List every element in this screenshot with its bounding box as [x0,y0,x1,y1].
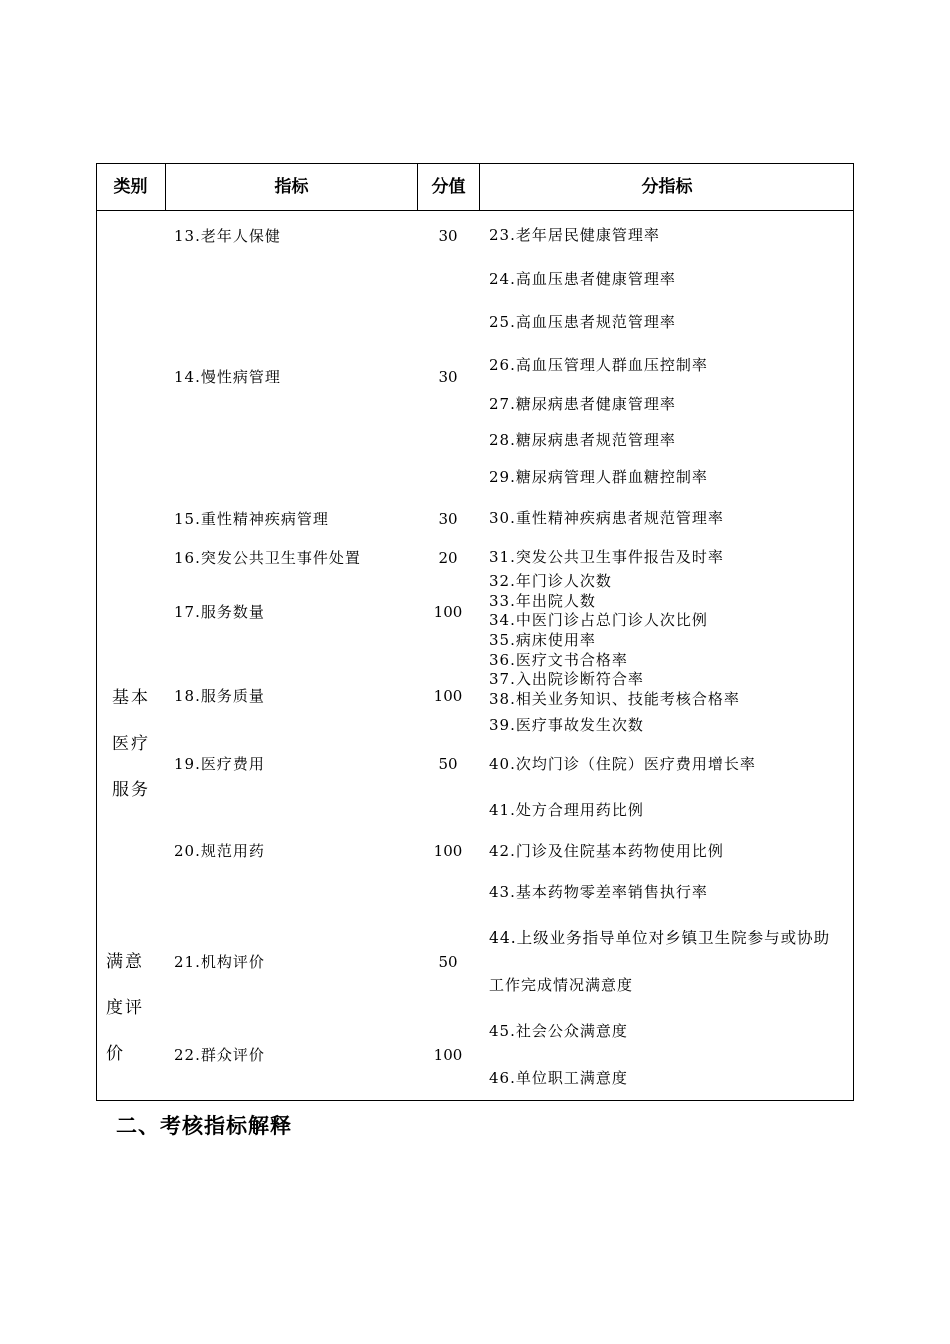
indicator-score: 100 [433,687,463,705]
indicator-label: 14.慢性病管理 [174,368,281,386]
sub-indicator: 31.突发公共卫生事件报告及时率 [489,548,724,566]
indicator-score: 30 [438,368,458,386]
sub-indicator-continuation: 工作完成情况满意度 [489,976,634,994]
indicator-score: 50 [438,953,458,971]
header-score: 分值 [431,177,466,197]
header-category: 类别 [113,177,148,197]
sub-indicator: 41.处方合理用药比例 [489,801,644,819]
sub-indicator: 28.糖尿病患者规范管理率 [489,431,676,449]
category-satisfaction-line: 度评 [106,998,144,1018]
sub-indicator: 25.高血压患者规范管理率 [489,313,676,331]
indicator-score: 100 [433,603,463,621]
sub-indicator: 42.门诊及住院基本药物使用比例 [489,842,724,860]
indicator-label: 19.医疗费用 [174,755,265,773]
sub-indicator: 34.中医门诊占总门诊人次比例 [489,611,708,629]
indicator-score: 30 [438,227,458,245]
indicator-label: 16.突发公共卫生事件处置 [174,549,361,567]
indicator-score: 100 [433,1046,463,1064]
header-indicator: 指标 [274,177,309,197]
indicator-label: 20.规范用药 [174,842,265,860]
sub-indicator: 43.基本药物零差率销售执行率 [489,883,708,901]
indicator-label: 22.群众评价 [174,1046,265,1064]
sub-indicator: 32.年门诊人次数 [489,572,612,590]
category-satisfaction-line: 价 [106,1044,125,1064]
category-basic-medical-line: 服务 [112,780,150,800]
sub-indicator: 39.医疗事故发生次数 [489,716,644,734]
sub-indicator: 27.糖尿病患者健康管理率 [489,395,676,413]
section-title: 二、考核指标解释 [116,1114,292,1138]
indicator-label: 18.服务质量 [174,687,265,705]
indicator-label: 17.服务数量 [174,603,265,621]
category-satisfaction-line: 满意 [106,952,144,972]
sub-indicator: 37.入出院诊断符合率 [489,670,644,688]
sub-indicator: 24.高血压患者健康管理率 [489,270,676,288]
indicator-label: 21.机构评价 [174,953,265,971]
category-basic-medical-line: 医疗 [112,734,150,754]
sub-indicator: 33.年出院人数 [489,592,596,610]
indicator-score: 50 [438,755,458,773]
sub-indicator: 45.社会公众满意度 [489,1022,628,1040]
sub-indicator: 46.单位职工满意度 [489,1069,628,1087]
sub-indicator: 23.老年居民健康管理率 [489,226,660,244]
category-basic-medical-line: 基本 [112,688,150,708]
sub-indicator: 40.次均门诊（住院）医疗费用增长率 [489,755,756,773]
indicator-score: 30 [438,510,458,528]
indicator-label: 15.重性精神疾病管理 [174,510,329,528]
sub-indicator: 26.高血压管理人群血压控制率 [489,356,708,374]
sub-indicator: 36.医疗文书合格率 [489,651,628,669]
sub-indicator: 35.病床使用率 [489,631,596,649]
sub-indicator: 38.相关业务知识、技能考核合格率 [489,690,740,708]
indicator-score: 20 [438,549,458,567]
header-sub-indicator: 分指标 [641,177,693,197]
sub-indicator: 30.重性精神疾病患者规范管理率 [489,509,724,527]
indicator-score: 100 [433,842,463,860]
indicator-label: 13.老年人保健 [174,227,281,245]
sub-indicator: 29.糖尿病管理人群血糖控制率 [489,468,708,486]
sub-indicator: 44.上级业务指导单位对乡镇卫生院参与或协助 [489,929,831,947]
